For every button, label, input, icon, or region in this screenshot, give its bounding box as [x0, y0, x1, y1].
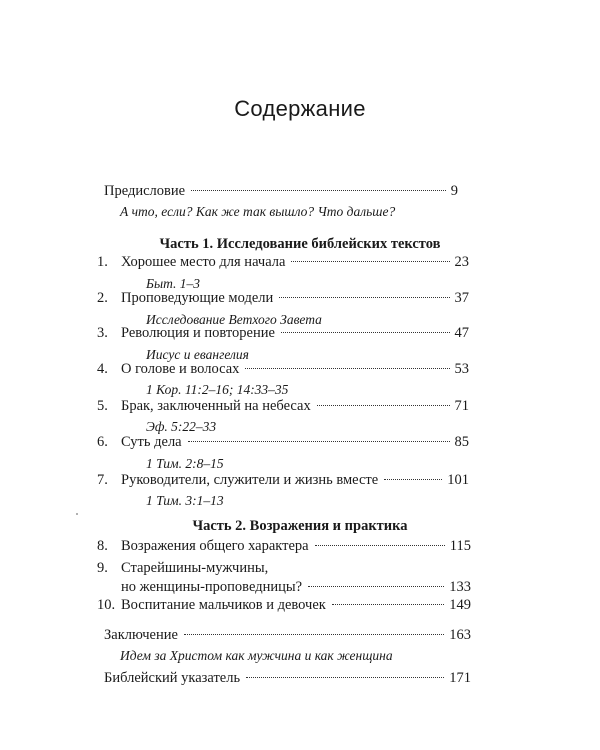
chapter-number: 3.: [97, 325, 108, 341]
page-title: Содержание: [234, 96, 366, 121]
chapter-number: 9.: [97, 560, 108, 576]
toc-entry-subtitle: А что, если? Как же так вышло? Что дальше?: [120, 204, 396, 219]
chapter-number: 6.: [97, 434, 108, 450]
toc-entry-chapter-9[interactable]: [97, 579, 471, 596]
toc-entry-title: Воспитание мальчиков и девочек: [121, 597, 326, 613]
dot-leader: [281, 332, 450, 333]
toc-entry-title: О голове и волосах: [121, 361, 240, 377]
toc-entry-subtitle: Идем за Христом как мужчина и как женщина: [120, 648, 393, 663]
toc-entry-page: 23: [454, 254, 469, 270]
toc-entry-bible-index[interactable]: [104, 670, 471, 687]
toc-entry-title: Брак, заключенный на небесах: [121, 398, 311, 414]
dot-leader: [245, 368, 449, 369]
toc-entry-subtitle: Эф. 5:22–33: [146, 419, 217, 434]
toc-entry-subtitle: Иисус и евангелия: [146, 347, 249, 362]
dot-leader: [291, 261, 449, 262]
toc-entry-page: 133: [449, 579, 471, 595]
toc-entry-title: Революция и повторение: [121, 325, 275, 341]
toc-entry-page: 9: [450, 183, 458, 199]
toc-entry-title: Возражения общего характера: [121, 538, 309, 554]
toc-entry-chapter-8[interactable]: [97, 538, 471, 555]
chapter-number: 4.: [97, 361, 108, 377]
dot-leader: [384, 479, 442, 480]
toc-entry-title: Суть дела: [121, 434, 182, 450]
toc-entry-page: 71: [454, 398, 469, 414]
dot-leader: [317, 405, 450, 406]
toc-entry-title: Руководители, служители и жизнь вместе: [121, 472, 379, 488]
chapter-number: 5.: [97, 398, 108, 414]
dot-leader: [315, 545, 445, 546]
toc-entry-subtitle: 1 Кор. 11:2–16; 14:33–35: [146, 382, 289, 397]
toc-entry-chapter-5[interactable]: [97, 398, 469, 415]
toc-entry-chapter-3[interactable]: [97, 325, 469, 342]
toc-entry-subtitle: Быт. 1–3: [146, 276, 201, 291]
dot-leader: [332, 604, 444, 605]
chapter-number: 8.: [97, 538, 108, 554]
toc-entry-subtitle: 1 Тим. 2:8–15: [146, 456, 224, 471]
toc-entry-chapter-10[interactable]: [97, 597, 471, 614]
toc-entry-subtitle: 1 Тим. 3:1–13: [146, 493, 224, 508]
toc-entry-title: Библейский указатель: [104, 670, 241, 686]
toc-entry-title: Проповедующие модели: [121, 290, 274, 306]
toc-entry-title: Заключение: [104, 627, 178, 643]
toc-entry-page: 163: [449, 627, 471, 643]
toc-entry-chapter-7[interactable]: [97, 472, 469, 489]
toc-entry-subtitle: Исследование Ветхого Завета: [146, 312, 322, 327]
toc-entry-page: 37: [454, 290, 469, 306]
toc-entry-page: 171: [449, 670, 471, 686]
chapter-number: 7.: [97, 472, 108, 488]
toc-entry-chapter-6[interactable]: [97, 434, 469, 451]
chapter-number: 10.: [97, 597, 116, 613]
toc-entry-title: Хорошее место для начала: [121, 254, 286, 270]
toc-entry-page: 101: [447, 472, 469, 488]
toc-entry-title: но женщины-проповедницы?: [121, 579, 303, 595]
dot-leader: [279, 297, 449, 298]
toc-entry-chapter-2[interactable]: [97, 290, 469, 307]
toc-entry-title: Старейшины-мужчины,: [121, 560, 269, 576]
toc-entry-chapter-9-line1[interactable]: [97, 560, 268, 577]
toc-entry-title: Предисловие: [104, 183, 186, 199]
toc-entry-preface[interactable]: [104, 183, 458, 200]
toc-entry-page: 85: [454, 434, 469, 450]
dot-leader: [246, 677, 444, 678]
dot-leader: [191, 190, 446, 191]
dot-leader: [308, 586, 444, 587]
toc-entry-page: 149: [449, 597, 471, 613]
toc-entry-page: 115: [449, 538, 471, 554]
dot-leader: [184, 634, 444, 635]
dot-leader: [188, 441, 450, 442]
toc-entry-chapter-1[interactable]: [97, 254, 469, 271]
toc-entry-page: 53: [454, 361, 469, 377]
part-heading: Часть 2. Возражения и практика: [192, 518, 408, 534]
chapter-number: 1.: [97, 254, 108, 270]
part-heading: Часть 1. Исследование библейских текстов: [159, 236, 441, 252]
toc-entry-conclusion[interactable]: [104, 627, 471, 644]
toc-entry-page: 47: [454, 325, 469, 341]
print-speck: [76, 513, 78, 515]
chapter-number: 2.: [97, 290, 108, 306]
toc-entry-chapter-4[interactable]: [97, 361, 469, 378]
